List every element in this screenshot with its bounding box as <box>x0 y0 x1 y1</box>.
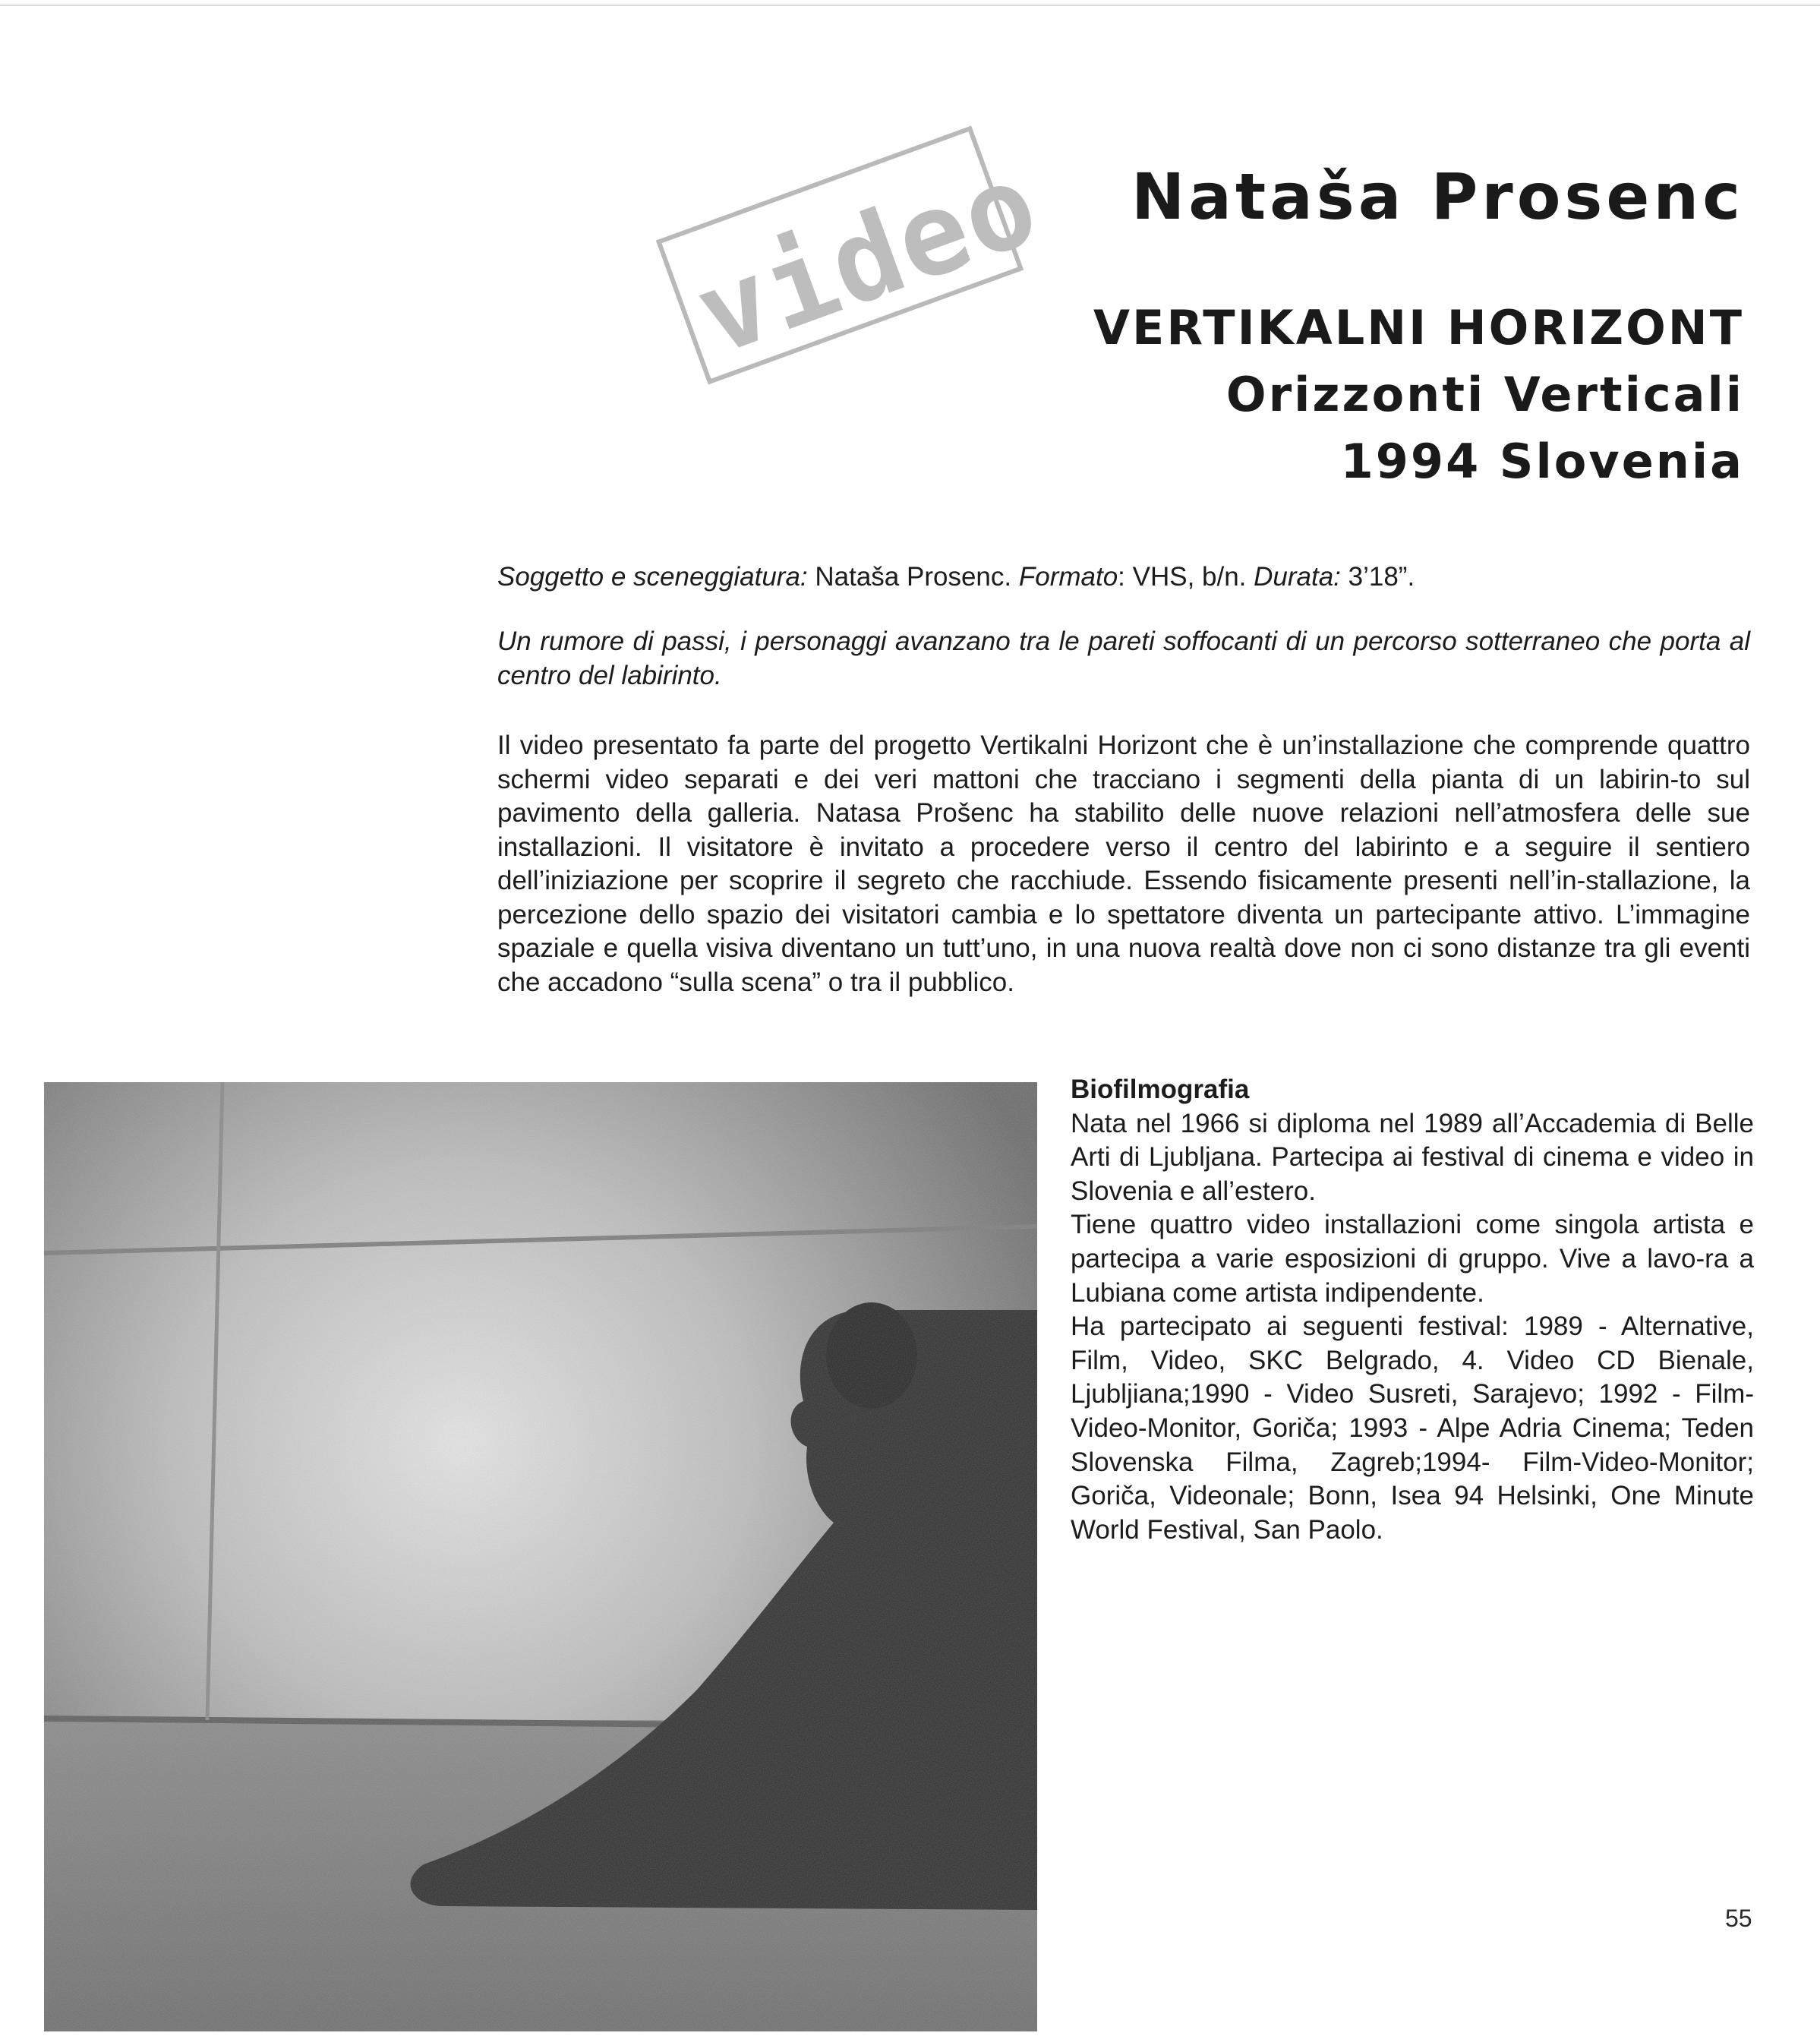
script-label: Soggetto e sceneggiatura: <box>497 562 808 592</box>
stamp-label: video <box>680 137 1055 382</box>
biofilmography <box>1071 1073 1754 1547</box>
title-block <box>1093 295 1744 495</box>
bio-paragraph-2: Tiene quattro video installazioni come singola artista e partecipa a varie esposizioni di gruppo. Vive a lavo-ra a Lubiana come artista indipendente. <box>1071 1210 1754 1308</box>
page-top-rule <box>0 5 1820 6</box>
credits-line <box>497 560 1750 595</box>
synopsis: Un rumore di passi, i personaggi avanzano tra le pareti soffocanti di un percorso sotterraneo che porta al centro del labirinto. <box>497 627 1750 690</box>
bio-paragraph-3: Ha partecipato ai seguenti festival: 1989 - Alternative, Film, Video, SKC Belgrado, 4. Video CD Bienale, Ljubljiana;1990 - Video Susreti, Sarajevo; 1992 - Film-Video-Monitor, Goriča; 1993 - Alpe Adria Cinema; Teden Slovenska Filma, Zagreb;1994- Film-Video-Monitor; Goriča, Videonale; Bonn, Isea 94 Helsinki, One Minute World Festival, San Paolo. <box>1071 1312 1754 1545</box>
duration-value: 3’18”. <box>1340 562 1415 592</box>
description: Il video presentato fa parte del progetto Vertikalni Horizont che è un’installazione che comprende quattro schermi video separati e dei veri mattoni che tracciano i segmenti della pianta di un labirin-to sul pavimento della galleria. Natasa Prošenc ha stabilito delle nuove relazioni nell’atmosfera delle sue installazioni. Il visitatore è invitato a procedere verso il centro del labirinto e a seguire il sentiero dell’iniziazione per scoprire il segreto che racchiude. Essendo fisicamente presenti nell’in-stallazione, la percezione dello spazio dei visitatori cambia e lo spettatore diventa un partecipante attivo. L’immagine spaziale e quella visiva diventano un tutt’uno, in una nuova realtà dove non ci sono distanze tra gli eventi che accadono “sulla scena” o tra il pubblico. <box>497 731 1750 997</box>
year-country: 1994 Slovenia <box>1340 434 1744 489</box>
page-number: 55 <box>1725 1905 1752 1932</box>
film-still-photo <box>44 1082 1037 2031</box>
bio-paragraph-1: Nata nel 1966 si diploma nel 1989 all’Accademia di Belle Arti di Ljubljana. Partecipa ai festival di cinema e video in Slovenia e all’estero. <box>1071 1108 1754 1206</box>
author-name: Nataša Prosenc <box>1131 159 1744 234</box>
original-title: VERTIKALNI HORIZONT <box>1093 300 1744 355</box>
duration-label: Durata: <box>1254 562 1341 592</box>
bio-heading: Biofilmografia <box>1071 1075 1250 1104</box>
film-still-image <box>44 1082 1037 2031</box>
italian-title: Orizzonti Verticali <box>1225 367 1744 422</box>
script-value: Nataša Prosenc. <box>807 562 1019 592</box>
video-stamp <box>642 114 1055 382</box>
format-value: : VHS, b/n. <box>1118 562 1254 592</box>
format-label: Formato <box>1018 562 1118 592</box>
